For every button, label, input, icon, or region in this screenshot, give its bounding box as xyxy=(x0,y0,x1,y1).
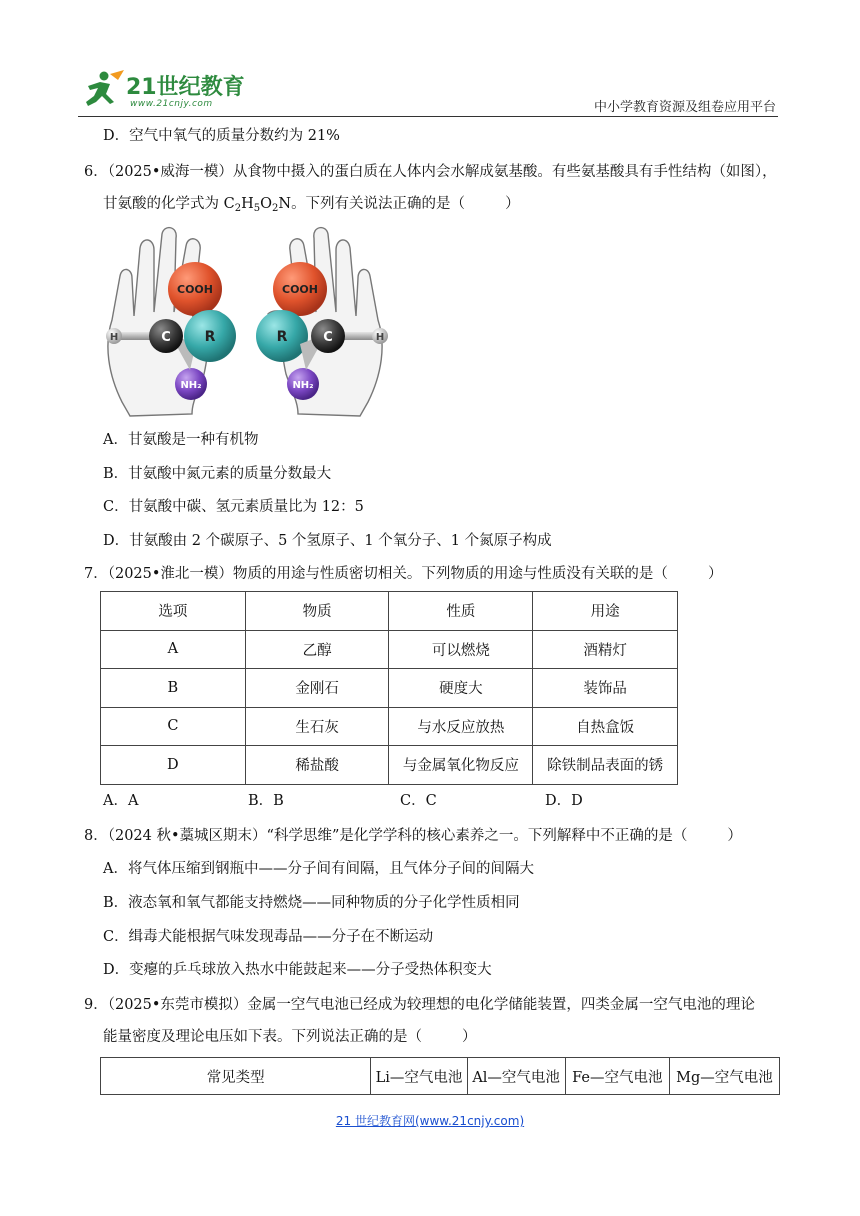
q6-option-b: B．甘氨酸中氮元素的质量分数最大 xyxy=(103,466,332,482)
right-cooh-label: COOH xyxy=(282,283,318,296)
q6-stem-tail: 。下列有关说法正确的是（ xyxy=(291,196,466,212)
q9-stem-text: 能量密度及理论电压如下表。下列说法正确的是（ xyxy=(103,1029,422,1045)
table-cell: 与金属氧化物反应 xyxy=(389,746,533,785)
q7-answer-b: B．B xyxy=(248,793,284,809)
table-header-cell: Fe—空气电池 xyxy=(565,1058,669,1095)
q6-option-a: A．甘氨酸是一种有机物 xyxy=(103,432,259,448)
table-header-cell: 选项 xyxy=(101,592,246,631)
left-r-label: R xyxy=(204,329,216,345)
q7-stem-close: ） xyxy=(707,566,723,582)
left-c-label: C xyxy=(161,330,171,345)
q9-table xyxy=(100,1057,780,1095)
table-header-cell: 物质 xyxy=(245,592,389,631)
q6-stem-line1: 6．（2025•威海一模）从食物中摄入的蛋白质在人体内会水解成氨基酸。有些氨基酸具有手性结构（如图）， xyxy=(84,164,777,180)
table-row xyxy=(101,630,678,669)
q7-answer-a: A．A xyxy=(103,793,139,809)
logo-wordmark: 21世纪教育 xyxy=(126,75,245,100)
table-header-cell: Li—空气电池 xyxy=(371,1058,467,1095)
q8-stem-text: 8．（2024 秋•藁城区期末）“科学思维”是化学学科的核心素养之一。下列解释中不正确的是（ xyxy=(84,828,688,844)
table-cell: 与水反应放热 xyxy=(389,707,533,746)
header-divider xyxy=(78,116,778,117)
right-nh2-label: NH₂ xyxy=(292,380,314,391)
table-cell: D xyxy=(101,746,246,785)
table-cell: 自热盒饭 xyxy=(533,707,678,746)
table-cell: 稀盐酸 xyxy=(245,746,389,785)
q8-option-c: C．缉毒犬能根据气味发现毒品——分子在不断运动 xyxy=(103,929,434,945)
q6-option-c: C．甘氨酸中碳、氢元素质量比为 12：5 xyxy=(103,499,364,515)
q6-stem-close: ） xyxy=(505,196,520,212)
table-cell: 酒精灯 xyxy=(533,630,678,669)
logo-url: www.21cnjy.com xyxy=(130,99,213,109)
table-row xyxy=(101,746,678,785)
q6-formula-prefix: 甘氨酸的化学式为 C xyxy=(103,196,235,212)
right-c-label: C xyxy=(323,330,333,345)
table-cell: 硬度大 xyxy=(389,669,533,708)
table-header-cell: 常见类型 xyxy=(101,1058,371,1095)
footer-link[interactable]: 21 世纪教育网(www.21cnjy.com) xyxy=(335,1114,525,1128)
q6-stem-line2: 甘氨酸的化学式为 $C_2H_5O_2N$。下列有关说法正确的是（ ） xyxy=(103,196,520,214)
q7-answer-d: D．D xyxy=(545,793,583,809)
runner-logo-icon xyxy=(80,68,126,112)
table-header-cell: 性质 xyxy=(389,592,533,631)
header-tagline: 中小学教育资源及组卷应用平台 xyxy=(593,100,776,115)
table-cell: 可以燃烧 xyxy=(389,630,533,669)
site-logo[interactable] xyxy=(80,68,255,114)
table-cell: 除铁制品表面的锈 xyxy=(533,746,678,785)
left-h-label: H xyxy=(109,332,119,343)
table-cell: 乙醇 xyxy=(245,630,389,669)
q7-stem xyxy=(84,564,722,584)
page-footer xyxy=(0,1112,860,1129)
table-header-row xyxy=(101,1058,780,1095)
table-cell: B xyxy=(101,669,246,708)
table-header-cell: 用途 xyxy=(533,592,678,631)
q7-answer-c: C．C xyxy=(400,793,437,809)
table-cell: 金刚石 xyxy=(245,669,389,708)
table-header-cell: Mg—空气电池 xyxy=(669,1058,779,1095)
left-cooh-label: COOH xyxy=(177,283,213,296)
q7-table xyxy=(100,591,678,785)
table-header-cell: Al—空气电池 xyxy=(467,1058,565,1095)
table-cell: A xyxy=(101,630,246,669)
q9-stem-line2 xyxy=(103,1027,477,1047)
left-nh2-label: NH₂ xyxy=(180,380,202,391)
q6-option-d: D．甘氨酸由 2 个碳原子、5 个氢原子、1 个氧分子、1 个氮原子构成 xyxy=(103,533,552,549)
right-r-label: R xyxy=(276,329,288,345)
q8-stem xyxy=(84,826,742,846)
q8-option-a: A．将气体压缩到钢瓶中——分子间有间隔，且气体分子间的间隔大 xyxy=(103,861,534,877)
right-h-label: H xyxy=(375,332,385,343)
table-cell: C xyxy=(101,707,246,746)
table-cell: 装饰品 xyxy=(533,669,678,708)
q9-stem-line1: 9．（2025•东莞市模拟）金属一空气电池已经成为较理想的电化学储能装置，四类金属一空气电池的理论 xyxy=(84,997,755,1013)
table-header-row xyxy=(101,592,678,631)
page-header xyxy=(0,0,860,120)
q8-option-b: B．液态氧和氧气都能支持燃烧——同种物质的分子化学性质相同 xyxy=(103,895,520,911)
q7-stem-text: 7．（2025•淮北一模）物质的用途与性质密切相关。下列物质的用途与性质没有关联的是（ xyxy=(84,566,668,582)
table-row xyxy=(101,669,678,708)
table-cell: 生石灰 xyxy=(245,707,389,746)
q5-option-d: D．空气中氧气的质量分数约为 21% xyxy=(103,128,340,144)
q8-option-d: D．变瘪的乒乓球放入热水中能鼓起来——分子受热体积变大 xyxy=(103,962,492,978)
table-row xyxy=(101,707,678,746)
q8-stem-close: ） xyxy=(727,828,742,844)
q9-stem-close: ） xyxy=(462,1029,477,1045)
chiral-amino-acid-figure xyxy=(100,224,390,419)
